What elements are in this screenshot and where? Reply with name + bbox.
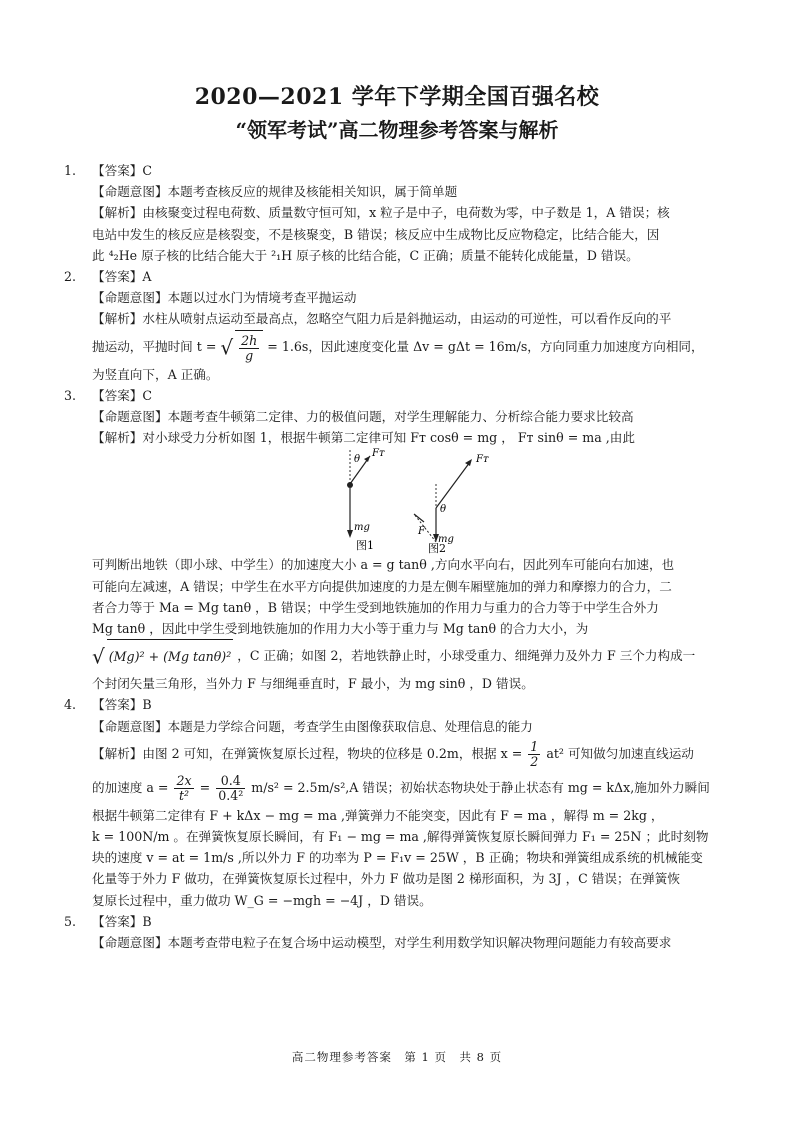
formula-text: ，C 正确；如图 2，若地铁静止时，小球受重力、细绳弹力及外力 F 三个力构成一 [237,648,696,664]
analysis-line: 为竖直向下，A 正确。 [92,366,219,382]
formula-text: at² 可知做匀加速直线运动 [546,745,694,761]
fraction-denominator: 0.4² [218,787,244,803]
formula-text: = [199,779,211,795]
fraction-numerator: 1 [530,738,539,754]
analysis-line: 化量等于外力 F 做功，在弹簧恢复原长过程中，外力 F 做功是图 2 梯形面积，为 3J ，C 错误；在弹簧恢 [92,871,680,887]
gravity-label: mg [438,534,454,546]
answer-line: 【答案】B [92,697,152,713]
page-title: 2020—2021 学年下学期全国百强名校 [194,84,600,110]
tension-label: Fᴛ [476,454,489,466]
figure-2-caption: 图2 [428,542,446,555]
intent-line: 【命题意图】本题以过水门为情境考查平抛运动 [92,290,357,306]
question-number: 3. [64,387,77,403]
theta-label: θ [354,454,361,466]
tension-arrow [436,462,470,508]
gravity-label: mg [354,522,370,534]
intent-line: 【命题意图】本题是力学综合问题，考查学生由图像获取信息、处理信息的能力 [92,718,533,734]
analysis-line: 可判断出地铁（即小球、中学生）的加速度大小 a = g tanθ ,方向水平向右，因此列车可能向右加速，也 [92,557,675,573]
analysis-line: 可能向左减速，A 错误；中学生在水平方向提供加速度的力是左侧车厢壁施加的弹力和摩擦力的合力，二 [92,578,672,594]
analysis-line: 【解析】对小球受力分析如图 1，根据牛顿第二定律可知 Fᴛ cosθ = mg ， Fᴛ sinθ = ma ,由此 [92,430,635,446]
tension-label: Fᴛ [372,448,385,460]
answer-line: 【答案】A [92,269,152,285]
force-diagram [92,448,740,554]
page-footer: 高二物理参考答案 第 1 页 共 8 页 [291,1050,503,1064]
analysis-line-formula [64,771,740,805]
question-number: 5. [64,913,77,929]
sqrt-sign: √ [92,644,105,669]
question-number: 2. [64,269,77,285]
answer-line: 【答案】B [92,913,152,929]
analysis-line: 者合力等于 Ma = Mg tanθ ，B 错误；中学生受到地铁施加的作用力与重力的合力等于中学生合外力 [92,599,659,615]
formula-text: 抛运动，平抛时间 t = [92,338,217,354]
answer-body [64,160,740,953]
question-3 [64,385,740,695]
question-4 [64,694,740,910]
analysis-line: Mg tanθ ，因此中学生受到地铁施加的作用力大小等于重力与 Mg tanθ 的合力大小，为 [92,621,589,637]
sqrt-body [235,330,263,365]
analysis-line: k = 100N/m 。在弹簧恢复原长瞬间，有 F₁ − mg = ma ,解得弹簧恢复原长瞬间弹力 F₁ = 25N ；此时刻物 [92,829,709,845]
analysis-line: 【解析】由核聚变过程电荷数、质量数守恒可知，x 粒子是中子，电荷数为零，中子数是 1，A 错误；核 [92,205,670,221]
force-diagram-svg [92,448,740,554]
answer-line: 【答案】C [92,387,153,403]
arrow-head [465,459,472,466]
fraction-denominator: g [245,347,254,363]
figure-1-caption: 图1 [356,539,374,553]
sqrt-body: (Mg)² + (Mg tanθ)² [107,639,234,674]
analysis-line: 个封闭矢量三角形，当外力 F 与细绳垂直时，F 最小，为 mg sinθ ，D 错误。 [92,676,534,692]
sqrt-sign: √ [220,335,234,360]
fraction-denominator: t² [178,787,190,803]
fraction-numerator: 0.4 [216,774,245,789]
intent-line: 【命题意图】本题考查核反应的规律及核能相关知识，属于简单题 [92,184,458,200]
analysis-line: 此 ⁴₂He 原子核的比结合能大于 ²₁H 原子核的比结合能，C 正确；质量不能转化成能量，D 错误。 [92,247,639,263]
question-2 [64,266,740,385]
formula-text: m/s² = 2.5m/s²,A 错误；初始状态物块处于静止状态有 mg = kΔx,施加外力瞬间 [251,779,710,795]
analysis-line-formula [64,737,740,771]
analysis-line: 复原长过程中，重力做功 W_G = −mgh = −4J ，D 错误。 [92,892,432,908]
fraction-numerator: 2h [241,332,258,348]
intent-line: 【命题意图】本题考查牛顿第二定律、力的极值问题，对学生理解能力、分析综合能力要求比较高 [92,409,634,425]
analysis-line: 块的速度 v = at = 1m/s ,所以外力 F 的功率为 P = F₁v = 25W ，B 正确；物块和弹簧组成系统的机械能变 [92,850,703,866]
formula-text: 的加速度 a = [92,779,169,795]
page-subtitle: “领军考试”高二物理参考答案与解析 [235,118,559,142]
question-number: 4. [64,697,77,713]
force-f-arrow [414,514,424,522]
question-5 [64,911,740,953]
answer-line: 【答案】C [92,163,153,178]
arrow-head [347,530,353,538]
ball-icon [347,482,353,488]
arrow-head [364,456,370,462]
fraction-numerator: 2x [176,772,192,788]
analysis-line-formula [64,330,740,364]
question-1 [64,160,740,266]
analysis-line: 根据牛顿第二定律有 F + kΔx − mg = ma ,弹簧弹力不能突变，因此有 F = ma ，解得 m = 2kg ， [92,807,664,823]
formula-text: 【解析】由图 2 可知，在弹簧恢复原长过程，物块的位移是 0.2m，根据 x = [92,745,523,761]
analysis-line-formula [64,639,740,673]
fraction-denominator: 2 [530,753,539,769]
theta-label: θ [440,504,447,516]
analysis-line: 【解析】水柱从喷射点运动至最高点，忽略空气阻力后是斜抛运动，由运动的可逆性，可以看作反向的平 [92,311,672,327]
intent-line: 【命题意图】本题考查带电粒子在复合场中运动模型，对学生利用数学知识解决物理问题能力有较高要求 [92,935,672,951]
formula-text: = 1.6s，因此速度变化量 Δv = gΔt = 16m/s，方向同重力加速度方向相同， [267,338,704,354]
question-number: 1. [64,163,77,178]
analysis-line: 电站中发生的核反应是核裂变，不是核聚变，B 错误；核反应中生成物比反应物稳定，比结合能大，因 [92,226,660,242]
force-f-label: F [418,526,425,538]
